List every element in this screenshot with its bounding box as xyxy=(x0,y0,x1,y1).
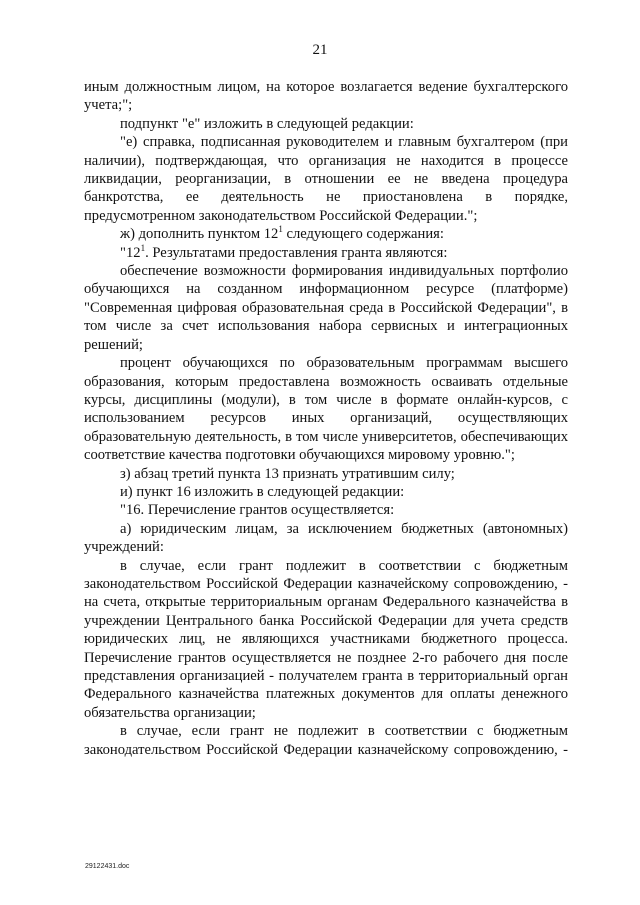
paragraph-text: . Результатами предоставления гранта являются: xyxy=(145,244,448,261)
paragraph: "16. Перечисление грантов осуществляется: xyxy=(120,502,395,519)
paragraph xyxy=(84,244,568,262)
footer-filename: 29122431.doc xyxy=(85,863,130,870)
superscript: 1 xyxy=(140,242,146,253)
paragraph: и) пункт 16 изложить в следующей редакции: xyxy=(120,483,405,500)
paragraph: иным должностным лицом, на которое возлагается ведение бухгалтерского учета;"; xyxy=(84,79,568,114)
paragraph-text: следующего содержания: xyxy=(282,226,444,243)
paragraph: в случае, если грант подлежит в соответствии с бюджетным законодательством Российской Федерации казначейскому сопровождению, - на счета, открытые территориальным органам Федерального казначейства в учреждении Центрального банка Российской Федерации для учета средств юридических лиц, не являющихся участниками бюджетного процесса. Перечисление грантов осуществляется не позднее 2-го рабочего дня после представления организацией - получателем гранта в территориальный орган Федерального казначейства платежных документов для оплаты денежного обязательства организации; xyxy=(84,557,568,721)
paragraph: "е) справка, подписанная руководителем и главным бухгалтером (при наличии), подтверждающая, что организация не находится в процессе ликвидации, реорганизации, в отношении ее не введена процедура банкротства, ее деятельность не приостановлена в порядке, предусмотренном законодательством Российской Федерации."; xyxy=(84,134,568,224)
paragraph-text: "12 xyxy=(120,244,141,261)
paragraph: в случае, если грант не подлежит в соответствии с бюджетным законодательством Российской Федерации казначейскому сопровождению, - xyxy=(84,723,568,758)
paragraph xyxy=(84,225,568,243)
paragraph: процент обучающихся по образовательным программам высшего образования, которым предоставлена возможность осваивать отдельные курсы, дисциплины (модули), в том числе в формате онлайн-курсов, с использованием ресурсов иных организаций, осуществляющих образовательную деятельность, в том числе университетов, обеспечивающих соответствие качества подготовки обучающихся мировому уровню."; xyxy=(84,355,568,464)
document-body xyxy=(84,78,568,759)
paragraph: з) абзац третий пункта 13 признать утратившим силу; xyxy=(120,465,455,482)
page-number: 21 xyxy=(312,42,328,58)
paragraph: подпункт "е" изложить в следующей редакции: xyxy=(120,115,414,132)
superscript: 1 xyxy=(278,224,283,235)
paragraph: обеспечение возможности формирования индивидуальных портфолио обучающихся на созданном информационном ресурсе (платформе) "Современная цифровая образовательная среда в Российской Федерации", в том числе за счет использования набора сервисных и интеграционных решений; xyxy=(84,263,568,353)
paragraph: а) юридическим лицам, за исключением бюджетных (автономных) учреждений: xyxy=(84,520,568,556)
paragraph-text: ж) дополнить пунктом 12 xyxy=(120,226,279,243)
